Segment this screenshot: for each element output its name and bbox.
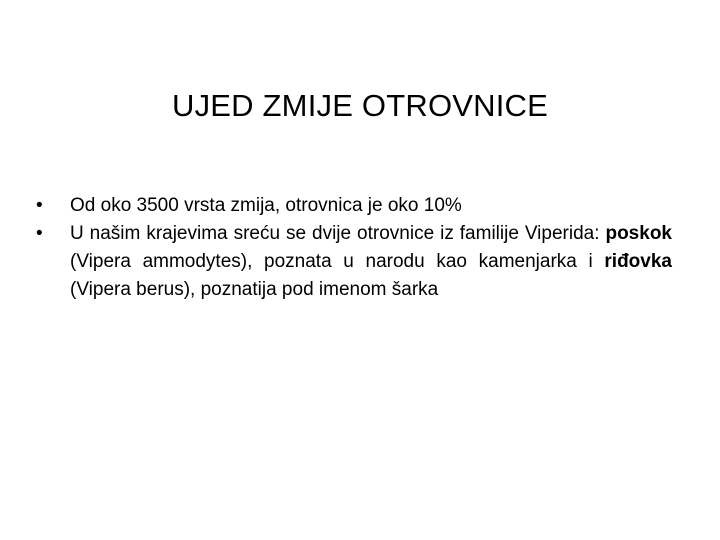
bullet-item [36, 192, 672, 220]
bullet-list [36, 192, 672, 304]
bullet-text-segment: (Vipera ammodytes), poznata u narodu kao kamenjarka i [70, 251, 605, 272]
bullet-text-bold-poskok: poskok [605, 223, 672, 244]
bullet-text-segment: Od oko 3500 vrsta zmija, otrovnica je oko 10% [70, 195, 462, 216]
slide-title: UJED ZMIJE OTROVNICE [171, 88, 548, 123]
bullet-text [70, 223, 672, 300]
bullet-item [36, 220, 672, 304]
bullet-marker-icon: • [36, 223, 43, 244]
bullet-text-bold-ridovka: riđovka [604, 251, 672, 272]
bullet-marker-icon: • [36, 195, 43, 216]
bullet-text [70, 195, 462, 216]
bullet-text-segment: U našim krajevima sreću se dvije otrovnice iz familije Viperida: [70, 223, 606, 244]
bullet-text-segment: (Vipera berus), poznatija pod imenom šarka [70, 279, 439, 300]
